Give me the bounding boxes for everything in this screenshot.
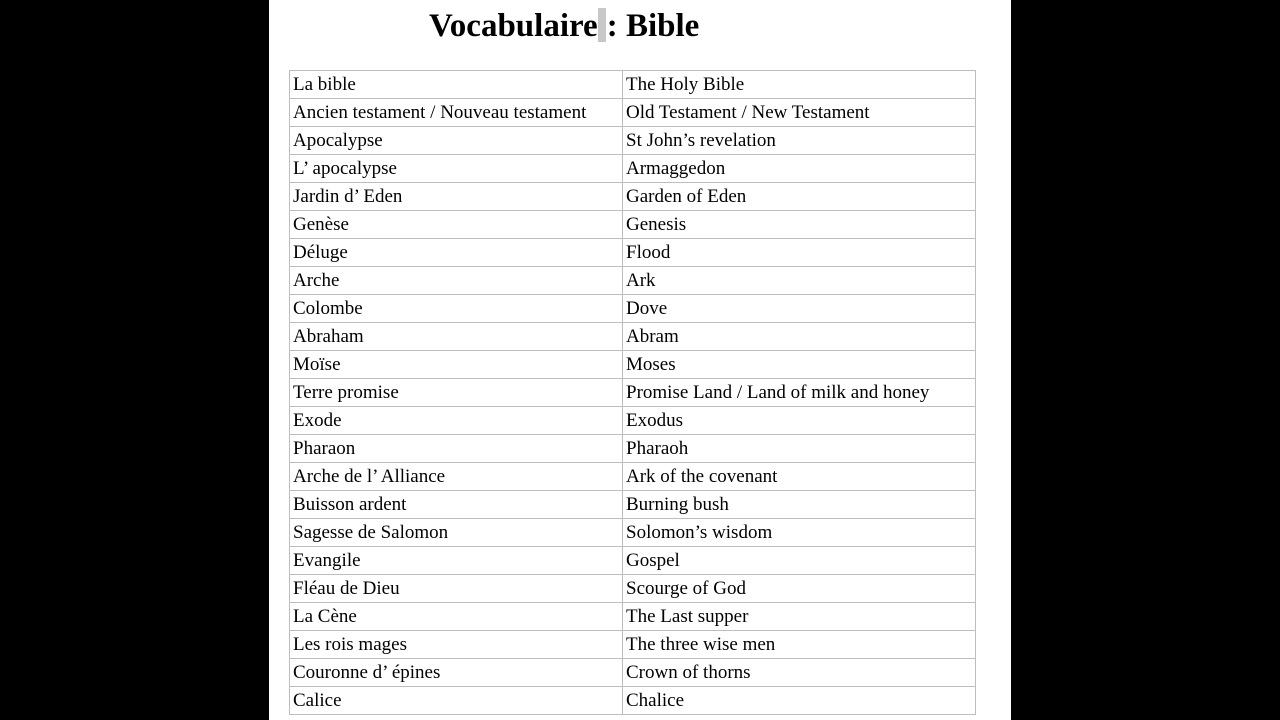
french-term: L’ apocalypse	[290, 155, 623, 183]
page-title	[429, 6, 699, 46]
french-term: Abraham	[290, 323, 623, 351]
english-term: Solomon’s wisdom	[623, 519, 976, 547]
title-part-1: Vocabulaire	[429, 8, 598, 44]
french-term: Exode	[290, 407, 623, 435]
french-term: Calice	[290, 687, 623, 715]
table-row	[290, 687, 976, 715]
table-row	[290, 547, 976, 575]
table-row	[290, 127, 976, 155]
french-term: Moïse	[290, 351, 623, 379]
english-term: Genesis	[623, 211, 976, 239]
table-row	[290, 323, 976, 351]
english-term: Scourge of God	[623, 575, 976, 603]
table-row	[290, 183, 976, 211]
table-row	[290, 99, 976, 127]
french-term: Colombe	[290, 295, 623, 323]
english-term: Gospel	[623, 547, 976, 575]
french-term: Arche	[290, 267, 623, 295]
french-term: Ancien testament / Nouveau testament	[290, 99, 623, 127]
french-term: Buisson ardent	[290, 491, 623, 519]
table-row	[290, 407, 976, 435]
text-cursor	[598, 8, 606, 42]
table-row	[290, 155, 976, 183]
english-term: Ark	[623, 267, 976, 295]
french-term: Jardin d’ Eden	[290, 183, 623, 211]
english-term: St John’s revelation	[623, 127, 976, 155]
french-term: Déluge	[290, 239, 623, 267]
english-term: The three wise men	[623, 631, 976, 659]
table-row	[290, 463, 976, 491]
english-term: Ark of the covenant	[623, 463, 976, 491]
english-term: Promise Land / Land of milk and honey	[623, 379, 976, 407]
french-term: La Cène	[290, 603, 623, 631]
french-term: Genèse	[290, 211, 623, 239]
french-term: Apocalypse	[290, 127, 623, 155]
english-term: Flood	[623, 239, 976, 267]
french-term: Pharaon	[290, 435, 623, 463]
english-term: Abram	[623, 323, 976, 351]
french-term: Couronne d’ épines	[290, 659, 623, 687]
document-page	[269, 0, 1011, 720]
table-row	[290, 295, 976, 323]
table-row	[290, 603, 976, 631]
table-row	[290, 211, 976, 239]
french-term: Les rois mages	[290, 631, 623, 659]
title-part-2: : Bible	[606, 8, 700, 44]
english-term: The Holy Bible	[623, 71, 976, 99]
table-row	[290, 379, 976, 407]
french-term: Terre promise	[290, 379, 623, 407]
table-row	[290, 575, 976, 603]
english-term: Old Testament / New Testament	[623, 99, 976, 127]
table-row	[290, 659, 976, 687]
english-term: Crown of thorns	[623, 659, 976, 687]
table-row	[290, 351, 976, 379]
table-row	[290, 519, 976, 547]
table-row	[290, 435, 976, 463]
french-term: Fléau de Dieu	[290, 575, 623, 603]
english-term: Garden of Eden	[623, 183, 976, 211]
french-term: Arche de l’ Alliance	[290, 463, 623, 491]
english-term: Chalice	[623, 687, 976, 715]
table-row	[290, 491, 976, 519]
english-term: Burning bush	[623, 491, 976, 519]
english-term: Dove	[623, 295, 976, 323]
english-term: Pharaoh	[623, 435, 976, 463]
english-term: Moses	[623, 351, 976, 379]
table-row	[290, 239, 976, 267]
french-term: Sagesse de Salomon	[290, 519, 623, 547]
table-row	[290, 631, 976, 659]
english-term: Exodus	[623, 407, 976, 435]
vocabulary-table	[289, 70, 976, 715]
french-term: Evangile	[290, 547, 623, 575]
english-term: Armaggedon	[623, 155, 976, 183]
table-row	[290, 267, 976, 295]
english-term: The Last supper	[623, 603, 976, 631]
table-row	[290, 71, 976, 99]
french-term: La bible	[290, 71, 623, 99]
